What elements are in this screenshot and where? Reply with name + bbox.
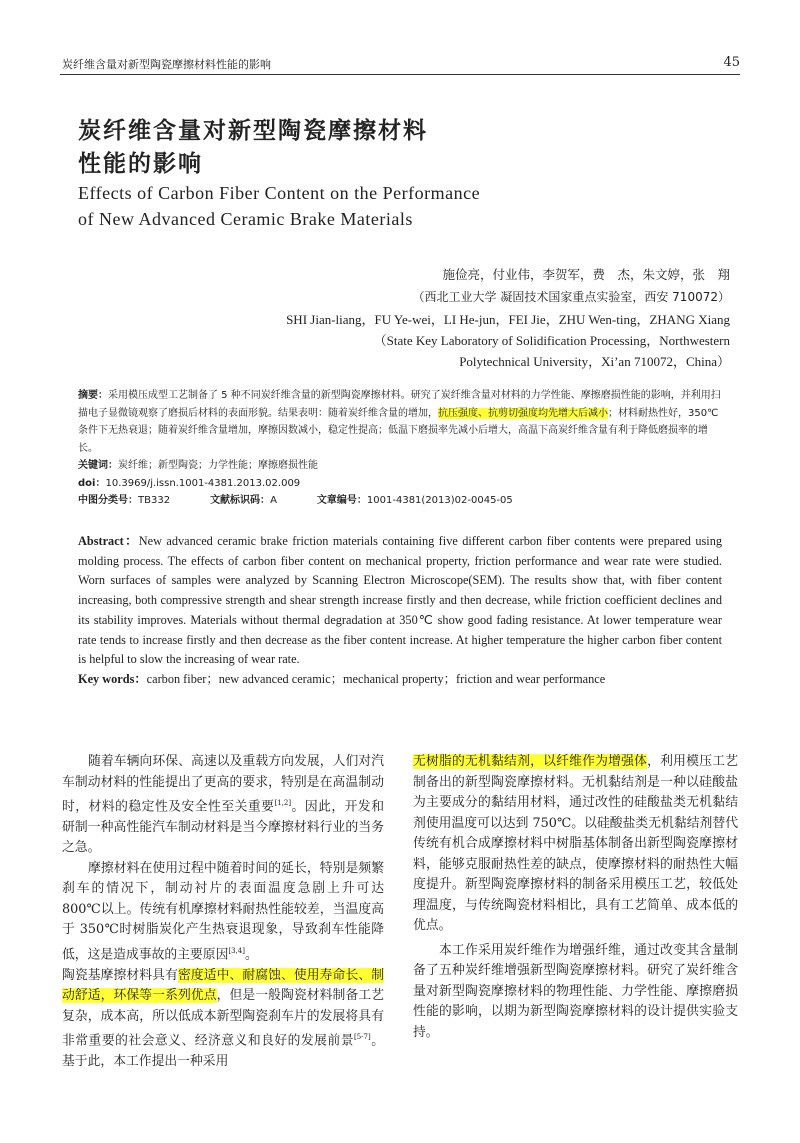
body-p3-end: 。基于此，本工作提出一种采用	[62, 1033, 385, 1069]
header-rule	[60, 74, 740, 75]
abstract-en	[78, 532, 722, 690]
keywords-en	[78, 670, 722, 690]
article-no-value: 1001-4381(2013)02-0045-05	[366, 495, 513, 506]
body-paragraph-1	[62, 752, 384, 859]
body-p3-highlight: 密度适中、耐腐蚀、使用寿命长、制动舒适，环保等一系列优点	[62, 967, 385, 1004]
title-en-line1: Effects of Carbon Fiber Content on the Performance	[78, 183, 481, 203]
doi-line	[78, 475, 722, 493]
body-paragraph-3	[62, 966, 384, 1073]
abstract-zh-highlight: 抗压强度、抗剪切强度均先增大后减小	[438, 407, 608, 419]
abstract-en-body: New advanced ceramic brake friction materials containing five different carbon fiber contents were prepared using molding process. The effects of carbon fiber content on mechanical property, friction performance and wear rate were studied. Worn surfaces of samples were analyzed by Scanning Electron Microscope(SEM). The results show that, with fiber content increasing, both compressive strength and shear strength increase firstly and then decrease, while friction coefficient declines and its stability improves. Materials without thermal degradation at 350℃ show good fading resistance. At lower temperature wear rate tends to increase firstly and then decrease as the fiber content increase. At higher temperature the higher carbon fiber content is helpful to slow the increasing of wear rate.	[78, 534, 722, 667]
code-label: 文献标识码：	[210, 495, 271, 506]
abstract-zh-part1: 采用模压成型工艺制备了 5 种不同炭纤维含量的新型陶瓷摩擦材料。研究了炭纤维含量对材料的力学性能、摩擦磨损性能的影响，并利用扫描电子显微镜观察了磨损后材料的表面形貌。结果表明：随着炭纤维含量的增加，	[78, 390, 721, 419]
affiliation-en-line1: （State Key Laboratory of Solidification Processing，Northwestern	[373, 333, 730, 348]
body-p1-text: 随着车辆向环保、高速以及重载方向发展，人们对汽车制动材料的性能提出了更高的要求，特别是在高温制动时，材料的稳定性及安全性至关重要	[62, 754, 384, 815]
body-right-paragraph-2: 本工作采用炭纤维作为增强纤维，通过改变其含量制备了五种炭纤维增强新型陶瓷摩擦材料。研究了炭纤维含量对新型陶瓷摩擦材料的物理性能、力学性能、摩擦磨损性能的影响，以期为新型陶瓷摩擦材料的设计提供实验支持。	[413, 942, 738, 1040]
keywords-zh-text: 炭纤维；新型陶瓷；力学性能；摩擦磨损性能	[118, 460, 318, 471]
body-right-column	[413, 752, 738, 1043]
citation-1[interactable]: [1,2]	[274, 799, 292, 807]
abstract-en-label: Abstract：	[78, 534, 139, 548]
running-header: 炭纤维含量对新型陶瓷摩擦材料性能的影响	[62, 58, 271, 71]
affiliation-zh: （西北工业大学 凝固技术国家重点实验室，西安 710072）	[412, 290, 730, 304]
body-p3-start: 陶瓷基摩擦材料具有	[62, 967, 178, 983]
abstract-zh-part2: ；材料耐热性好，350℃条件下无热衰退；随着炭纤维含量增加，摩擦因数减小，稳定性提高；低温下磨损率先减小后增大，高温下高炭纤维含量有利于降低磨损率的增长。	[78, 407, 719, 454]
affiliation-en-line2: Polytechnical University，Xi’an 710072，China）	[459, 354, 730, 369]
body-p3-mid: ，但是一般陶瓷材料制备工艺复杂，成本高，所以低成本新型陶瓷刹车片的发展将具有非常重要的社会意义、经济意义和良好的发展前景	[62, 988, 385, 1049]
article-no-label: 文章编号：	[316, 495, 367, 506]
keywords-zh-label: 关键词：	[78, 460, 118, 471]
body-right-p1-text: ，利用模压工艺制备出的新型陶瓷摩擦材料。无机黏结剂是一种以硅酸盐为主要成分的黏结用材料，通过改性的硅酸盐类无机黏结剂使用温度可以达到 750℃。以硅酸盐类无机黏结剂替代传统有机合成摩擦材料中树脂基体制备出新型陶瓷摩擦材料，能够克服耐热性差的缺点，使摩擦材料的耐热性大幅度提升。新型陶瓷摩擦材料的制备采用模压工艺，较低处理温度，与传统陶瓷材料相比，具有工艺简单、成本低的优点。	[413, 754, 739, 933]
page-number: 45	[723, 55, 740, 70]
body-p2-end: 。	[244, 947, 258, 963]
title-zh-line2: 性能的影响	[78, 151, 203, 177]
keywords-en-text: carbon fiber；new advanced ceramic；mechanical property；friction and wear performance	[146, 671, 606, 686]
cls-label: 中图分类号：	[78, 495, 138, 506]
abstract-zh-label: 摘要：	[78, 390, 108, 401]
body-paragraph-2	[62, 859, 384, 966]
keywords-en-label: Key words：	[78, 671, 147, 686]
abstract-zh	[78, 387, 722, 510]
classification-line	[78, 492, 722, 510]
cls-value: TB332	[138, 495, 171, 506]
citation-2[interactable]: [3,4]	[228, 946, 245, 955]
doi-value[interactable]: 10.3969/j.issn.1001-4381.2013.02.009	[105, 477, 301, 489]
body-right-highlight: 无树脂的无机黏结剂，以纤维作为增强体	[413, 754, 648, 769]
authors-en: SHI Jian-liang，FU Ye-wei，LI He-jun，FEI Jie，ZHU Wen-ting，ZHANG Xiang	[286, 312, 730, 327]
abstract-zh-text	[78, 387, 722, 457]
keywords-zh	[78, 457, 722, 475]
abstract-en-text	[78, 532, 722, 670]
authors-zh: 施俭亮，付业伟，李贺军，费 杰，朱文婷，张 翔	[442, 267, 730, 282]
body-left-column	[62, 752, 384, 1072]
body-right-paragraph-1	[413, 752, 738, 937]
body-p2-text: 摩擦材料在使用过程中随着时间的延长，特别是频繁刹车的情况下，制动衬片的表面温度急剧上升可达 800℃以上。传统有机摩擦材料耐热性能较差，当温度高于 350℃时树脂炭化产生热衰退现象，导致刹车性能降低，这是造成事故的主要原因	[62, 860, 384, 963]
doi-label: doi：	[78, 477, 106, 489]
code-value: A	[270, 495, 277, 506]
title-en-line2: of New Advanced Ceramic Brake Materials	[78, 209, 413, 229]
citation-3[interactable]: [5-7]	[354, 1033, 371, 1042]
body-p1-end: 。因此，开发和研制一种高性能汽车制动材料是当今摩擦材料行业的当务之急。	[62, 799, 385, 856]
title-zh-line1: 炭纤维含量对新型陶瓷摩擦材料	[78, 118, 428, 144]
